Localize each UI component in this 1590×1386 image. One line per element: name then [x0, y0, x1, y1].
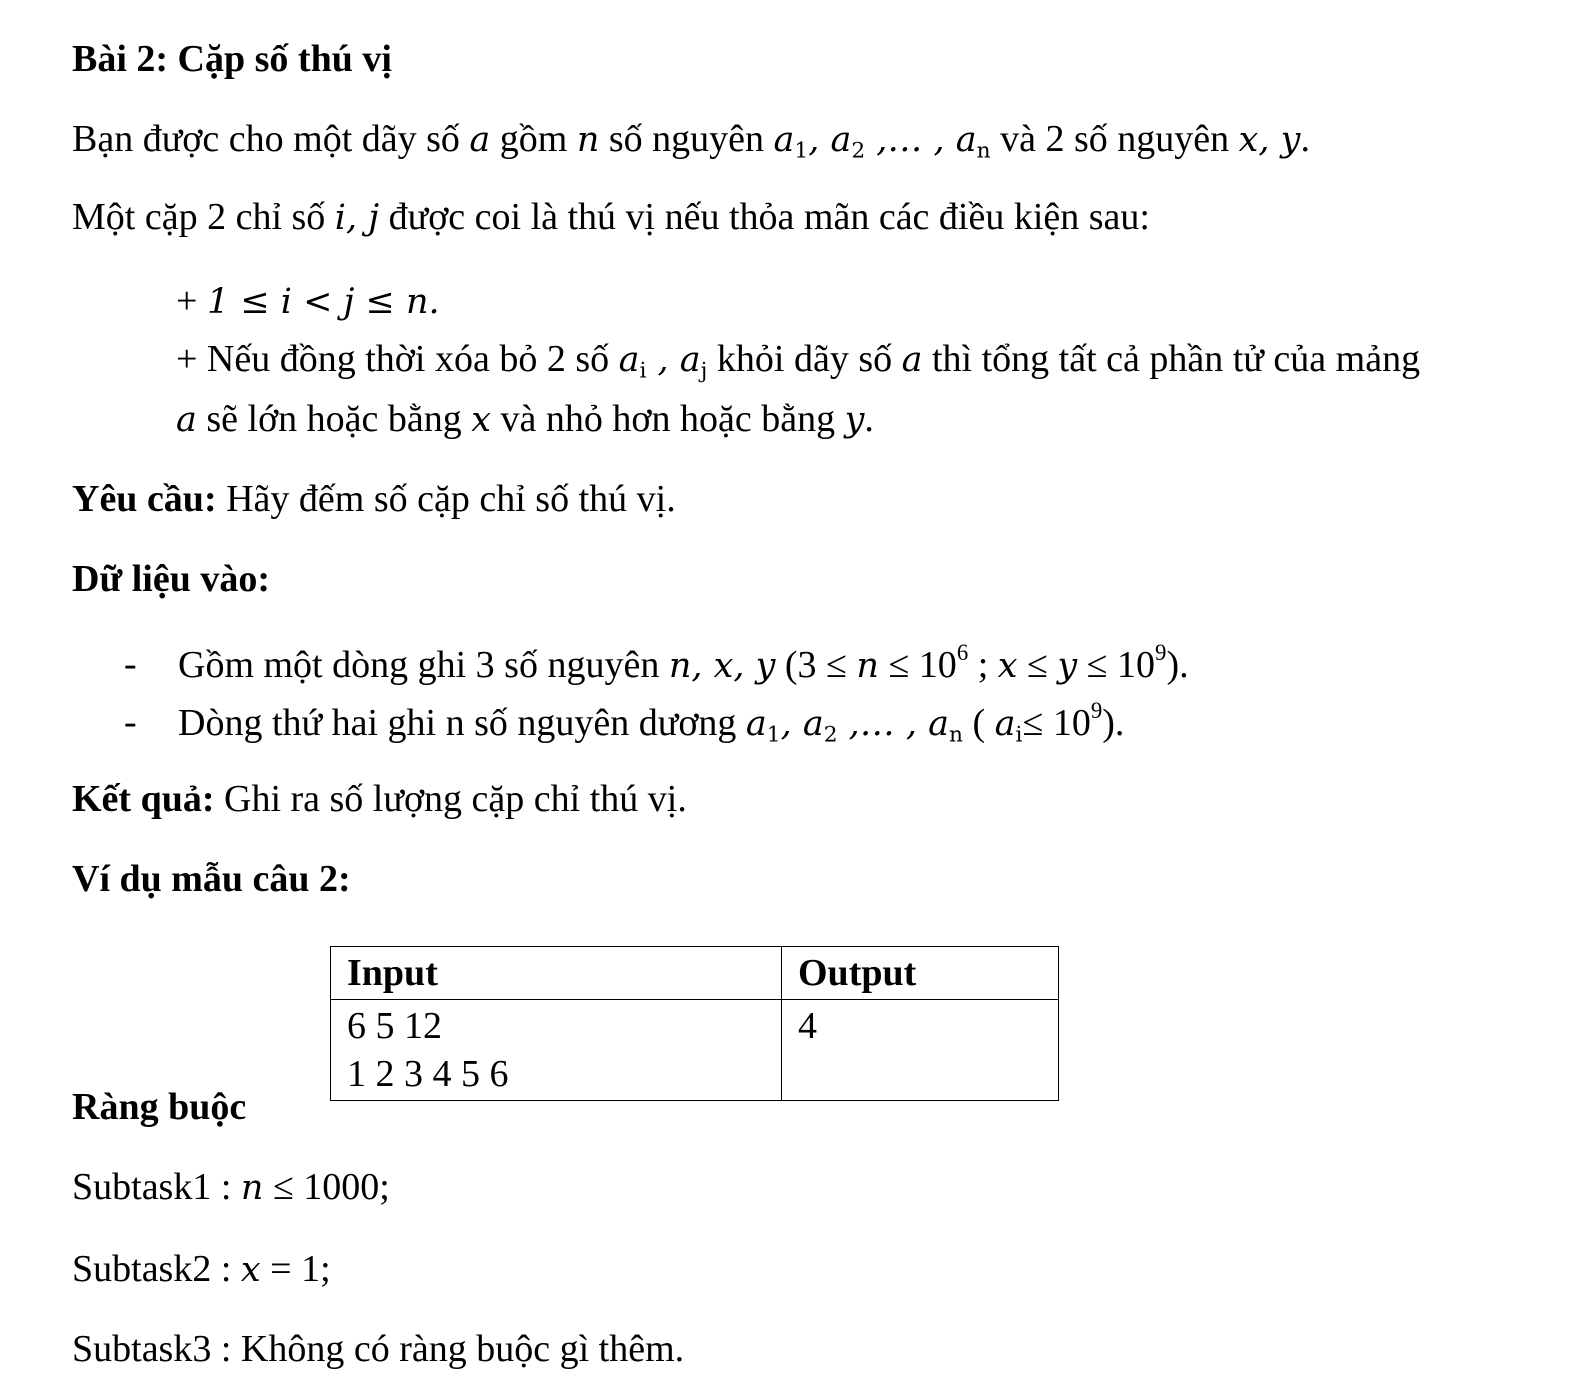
header-output: Output: [782, 947, 1059, 1000]
output-cell: 4: [782, 1000, 1059, 1101]
intro-text: số nguyên: [599, 118, 774, 160]
condition-2: + Nếu đồng thời xóa bỏ 2 số $a_i$ , $a_j$ khỏi dãy số a thì tổng tất cả phần tử của mảng: [176, 338, 1421, 384]
input-heading: Dữ liệu vào:: [72, 558, 271, 600]
sequence-expr: $a_1$, $a_2$ ,… , $a_n$: [745, 704, 964, 748]
example-heading: Ví dụ mẫu câu 2:: [72, 858, 351, 900]
inequality-expr: 1 ≤ i < j ≤ n.: [206, 282, 440, 322]
subtask-3: Subtask3 : Không có ràng buộc gì thêm.: [72, 1328, 685, 1370]
sequence-expr: $a_1$, $a_2$ ,… , $a_n$: [773, 120, 991, 164]
input-line-2: Dòng thứ hai ghi n số nguyên dương $a_1$, $a_2$ ,… , $a_n$ ( $a_i\le 10^9$).: [178, 698, 1125, 748]
input-line-1: Gồm một dòng ghi 3 số nguyên n, x, y ($3 \le n \le 10^6$ ; $x \le y \le 10^9$).: [178, 640, 1189, 687]
intro-text: gồm: [490, 118, 577, 160]
table-header-row: [331, 947, 1059, 1000]
bullet-dash: -: [124, 701, 137, 743]
definition-paragraph: Một cặp 2 chỉ số i, j được coi là thú vị nếu thỏa mãn các điều kiện sau:: [72, 196, 1150, 238]
bullet-dash: -: [124, 643, 137, 685]
condition-2-continued: a sẽ lớn hoặc bằng x và nhỏ hơn hoặc bằng y.: [176, 398, 874, 440]
subtask-2: Subtask2 : x = 1;: [72, 1248, 331, 1290]
requirement-label: Yêu cầu:: [72, 478, 217, 520]
output-paragraph: Kết quả: Ghi ra số lượng cặp chỉ thú vị.: [72, 778, 687, 820]
page-title: Bài 2: Cặp số thú vị: [72, 38, 392, 80]
var-n: n: [576, 120, 600, 160]
header-input: Input: [331, 947, 782, 1000]
intro-paragraph: Bạn được cho một dãy số a gồm n số nguyên $a_1$, $a_2$ ,… , $a_n$ và 2 số nguyên x, y.: [72, 118, 1310, 164]
intro-text: Bạn được cho một dãy số: [72, 118, 470, 160]
var-a: a: [469, 120, 491, 160]
table-row: [331, 1000, 1059, 1101]
output-label: Kết quả:: [72, 778, 215, 820]
example-table: [330, 946, 1059, 1101]
var-xy: x, y: [1238, 120, 1301, 160]
constraints-heading: Ràng buộc: [72, 1086, 247, 1128]
input-cell: 6 5 12 1 2 3 4 5 6: [331, 1000, 782, 1101]
condition-1: + 1 ≤ i < j ≤ n.: [176, 280, 440, 322]
var-ij: i, j: [334, 198, 380, 238]
ai-aj-expr: $a_i$ , $a_j$: [618, 340, 708, 384]
subtask-1: Subtask1 : n ≤ 1000;: [72, 1166, 390, 1208]
intro-text: và 2 số nguyên: [990, 118, 1239, 160]
requirement-paragraph: Yêu cầu: Hãy đếm số cặp chỉ số thú vị.: [72, 478, 676, 520]
